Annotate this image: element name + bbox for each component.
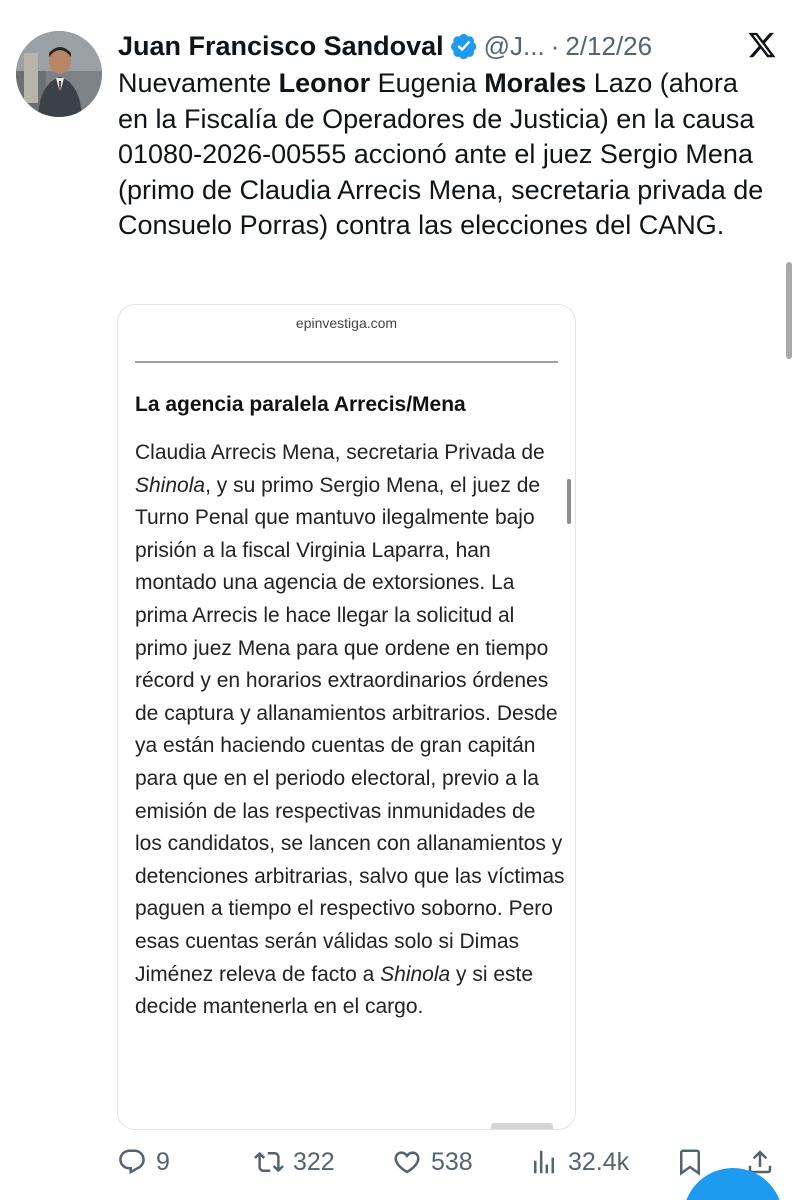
card-divider [135,361,558,363]
article-italic-text: Shinola [135,473,206,497]
article-italic-text: Shinola [380,962,451,986]
like-button[interactable] [392,1142,473,1182]
link-card-image[interactable] [117,304,576,1130]
article-text-segment: y si este decide mantenerla en el cargo. [135,962,534,1019]
views-icon [529,1147,559,1177]
like-count: 538 [431,1147,473,1176]
bookmark-button[interactable] [675,1142,705,1182]
header-separator: · [550,30,560,61]
article-text-segment: Claudia Arrecis Mena, secretaria Privada de [135,441,545,464]
author-avatar[interactable] [16,31,102,117]
reply-icon [117,1147,147,1177]
article-body [135,437,565,1024]
views-count: 32.4k [568,1147,630,1176]
x-logo-icon[interactable] [747,30,777,60]
tweet-bold-text: Morales [484,68,587,98]
card-domain: epinvestiga.com [295,315,398,331]
verified-badge-icon [450,32,478,60]
repost-button[interactable] [254,1142,335,1182]
tweet-text-segment: Lazo (ahora en la Fiscalía de Operadores de Justicia) en la causa 01080-2026-00555 accionó ante el juez Sergio Mena (primo de Claudia Arrecis Mena, secretaria privada de Consuelo Porras) contra las elecciones del CANG. [118,68,764,240]
reply-button[interactable] [117,1142,170,1182]
tweet-text-segment: Nuevamente [118,68,279,98]
author-name[interactable]: Juan Francisco Sandoval [118,30,444,61]
card-scrollbar [567,479,571,524]
card-horizontal-scrollbar [491,1123,553,1129]
tweet-text-segment: Eugenia [370,68,485,98]
tweet-bold-text: Leonor [278,68,371,98]
reply-count: 9 [156,1147,170,1176]
heart-icon [392,1147,422,1177]
author-handle[interactable]: @J... [483,30,545,61]
article-text-segment: , y su primo Sergio Mena, el juez de Turno Penal que mantuvo ilegalmente bajo prisión a la fiscal Virginia Laparra, han montado una agencia de extorsiones. La prima Arrecis le hace llegar la solicitud al primo juez Mena para que ordene en tiempo récord y en horarios extraordinarios órdenes de captura y allanamientos arbitrarios. Desde ya están haciendo cuentas de gran capitán para que en el periodo electoral, previo a la emisión de las respectivas inmunidades de los candidatos, se lancen con allanamientos y detenciones arbitrarias, salvo que las víctimas paguen a tiempo el respectivo soborno. Pero esas cuentas serán válidas solo si Dimas Jiménez releva de facto a [135,473,565,986]
page-scrollbar[interactable] [786,262,792,359]
repost-icon [254,1147,284,1177]
bookmark-icon [675,1147,705,1177]
tweet-date[interactable]: 2/12/26 [565,30,653,61]
tweet-text [118,66,768,244]
article-title: La agencia paralela Arrecis/Mena [135,393,466,416]
tweet-header [118,28,777,64]
avatar-photo [16,31,102,117]
views-button[interactable] [529,1142,629,1182]
repost-count: 322 [293,1147,335,1176]
tweet-actions [117,1142,787,1182]
